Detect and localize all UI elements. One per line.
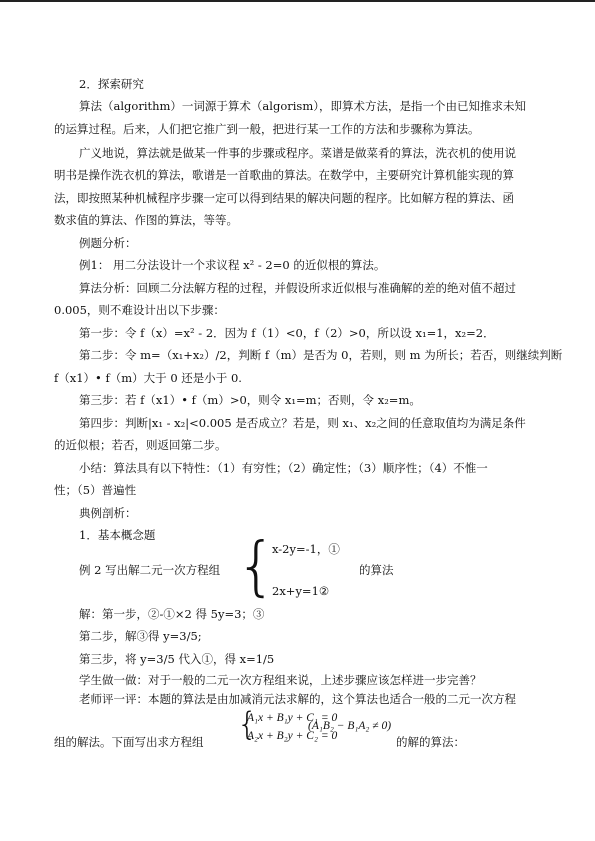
teacher-line-2-prefix: 组的解法。下面写出求方程组 (54, 735, 204, 749)
typical-heading: 典例剖析： (79, 506, 137, 520)
broad-line-3: 法，即按照某种机械程序步骤一定可以得到结果的解决问题的程序。比如解方程的算法、函 (54, 191, 514, 205)
top-rule (0, 0, 595, 2)
algo-analysis-line-1: 算法分析：回顾二分法解方程的过程，并假设所求近似根与准确解的差的绝对值不超过 (79, 281, 516, 295)
left-brace: { (236, 530, 277, 604)
example-2-eq-2: 2x+y=1② (272, 584, 330, 598)
basic-concept-title: 1．基本概念题 (79, 528, 156, 542)
teacher-line-2-suffix: 的解的算法： (396, 735, 465, 749)
example-2-label: 例 2 写出解二元一次方程组 (79, 563, 221, 577)
system-brace: { (237, 705, 258, 743)
example-2-suffix: 的算法 (359, 563, 394, 577)
system-condition: (A₁B₂ − B₁A₂ ≠ 0) (308, 720, 392, 732)
student-task: 学生做一做：对于一般的二元一次方程组来说，上述步骤应该怎样进一步完善？ (79, 673, 482, 687)
intro-line-1: 算法（algorithm）一词源于算术（algorism），即算术方法，是指一个由已知推求未知 (79, 99, 526, 113)
example-2-eq-1: x-2y=-1，① (272, 542, 340, 556)
summary-line-2: 性；（5）普遍性 (54, 483, 137, 497)
teacher-line-1: 老师评一评：本题的算法是由加减消元法求解的，这个算法也适合一般的二元一次方程 (79, 692, 516, 706)
example-1: 例1： 用二分法设计一个求议程 x² - 2=0 的近似根的算法。 (79, 258, 386, 272)
system-eq-1: A₁x + B₁y + C₁ = 0 (247, 712, 338, 724)
section-title: 2．探索研究 (79, 77, 144, 91)
intro-line-2: 的运算过程。后来，人们把它推广到一般，把进行某一工作的方法和步骤称为算法。 (54, 122, 480, 136)
broad-line-4: 数求值的算法、作图的算法，等等。 (54, 213, 238, 227)
step-2-line-2: f（x1）• f（m）大于 0 还是小于 0. (54, 371, 242, 385)
system-eq-2: A₂x + B₂y + C₂ = 0 (247, 730, 338, 742)
step-2-line-1: 第二步：令 m=（x₁+x₂）/2，判断 f（m）是否为 0，若则，则 m 为所长；若否，则继续判断 (79, 348, 563, 362)
example-analysis-heading: 例题分析： (79, 236, 137, 250)
algo-analysis-line-2: 0.005，则不难设计出以下步骤： (54, 303, 225, 317)
broad-line-2: 明书是操作洗衣机的算法，歌谱是一首歌曲的算法。在数学中，主要研究计算机能实现的算 (54, 168, 514, 182)
solution-step-1: 解：第一步，②-①×2 得 5y=3；③ (79, 607, 265, 621)
broad-line-1: 广义地说，算法就是做某一件事的步骤或程序。菜谱是做菜肴的算法，洗衣机的使用说 (79, 146, 516, 160)
solution-step-3: 第三步，将 y=3/5 代入①，得 x=1/5 (79, 652, 275, 666)
step-4-line-1: 第四步：判断|x₁ - x₂|<0.005 是否成立？若是，则 x₁、x₂之间的任意取值均为满足条件 (79, 416, 526, 430)
summary-line-1: 小结：算法具有以下特性：（1）有穷性；（2）确定性；（3）顺序性；（4）不惟一 (79, 461, 488, 475)
solution-step-2: 第二步，解③得 y=3/5; (79, 629, 202, 643)
step-1: 第一步：令 f（x）=x² - 2．因为 f（1）<0，f（2）>0，所以设 x₁=1，x₂=2． (79, 326, 495, 340)
step-3: 第三步：若 f（x1）• f（m）>0，则令 x₁=m；否则，令 x₂=m。 (79, 393, 421, 407)
step-4-line-2: 的近似根；若否，则返回第二步。 (54, 438, 227, 452)
